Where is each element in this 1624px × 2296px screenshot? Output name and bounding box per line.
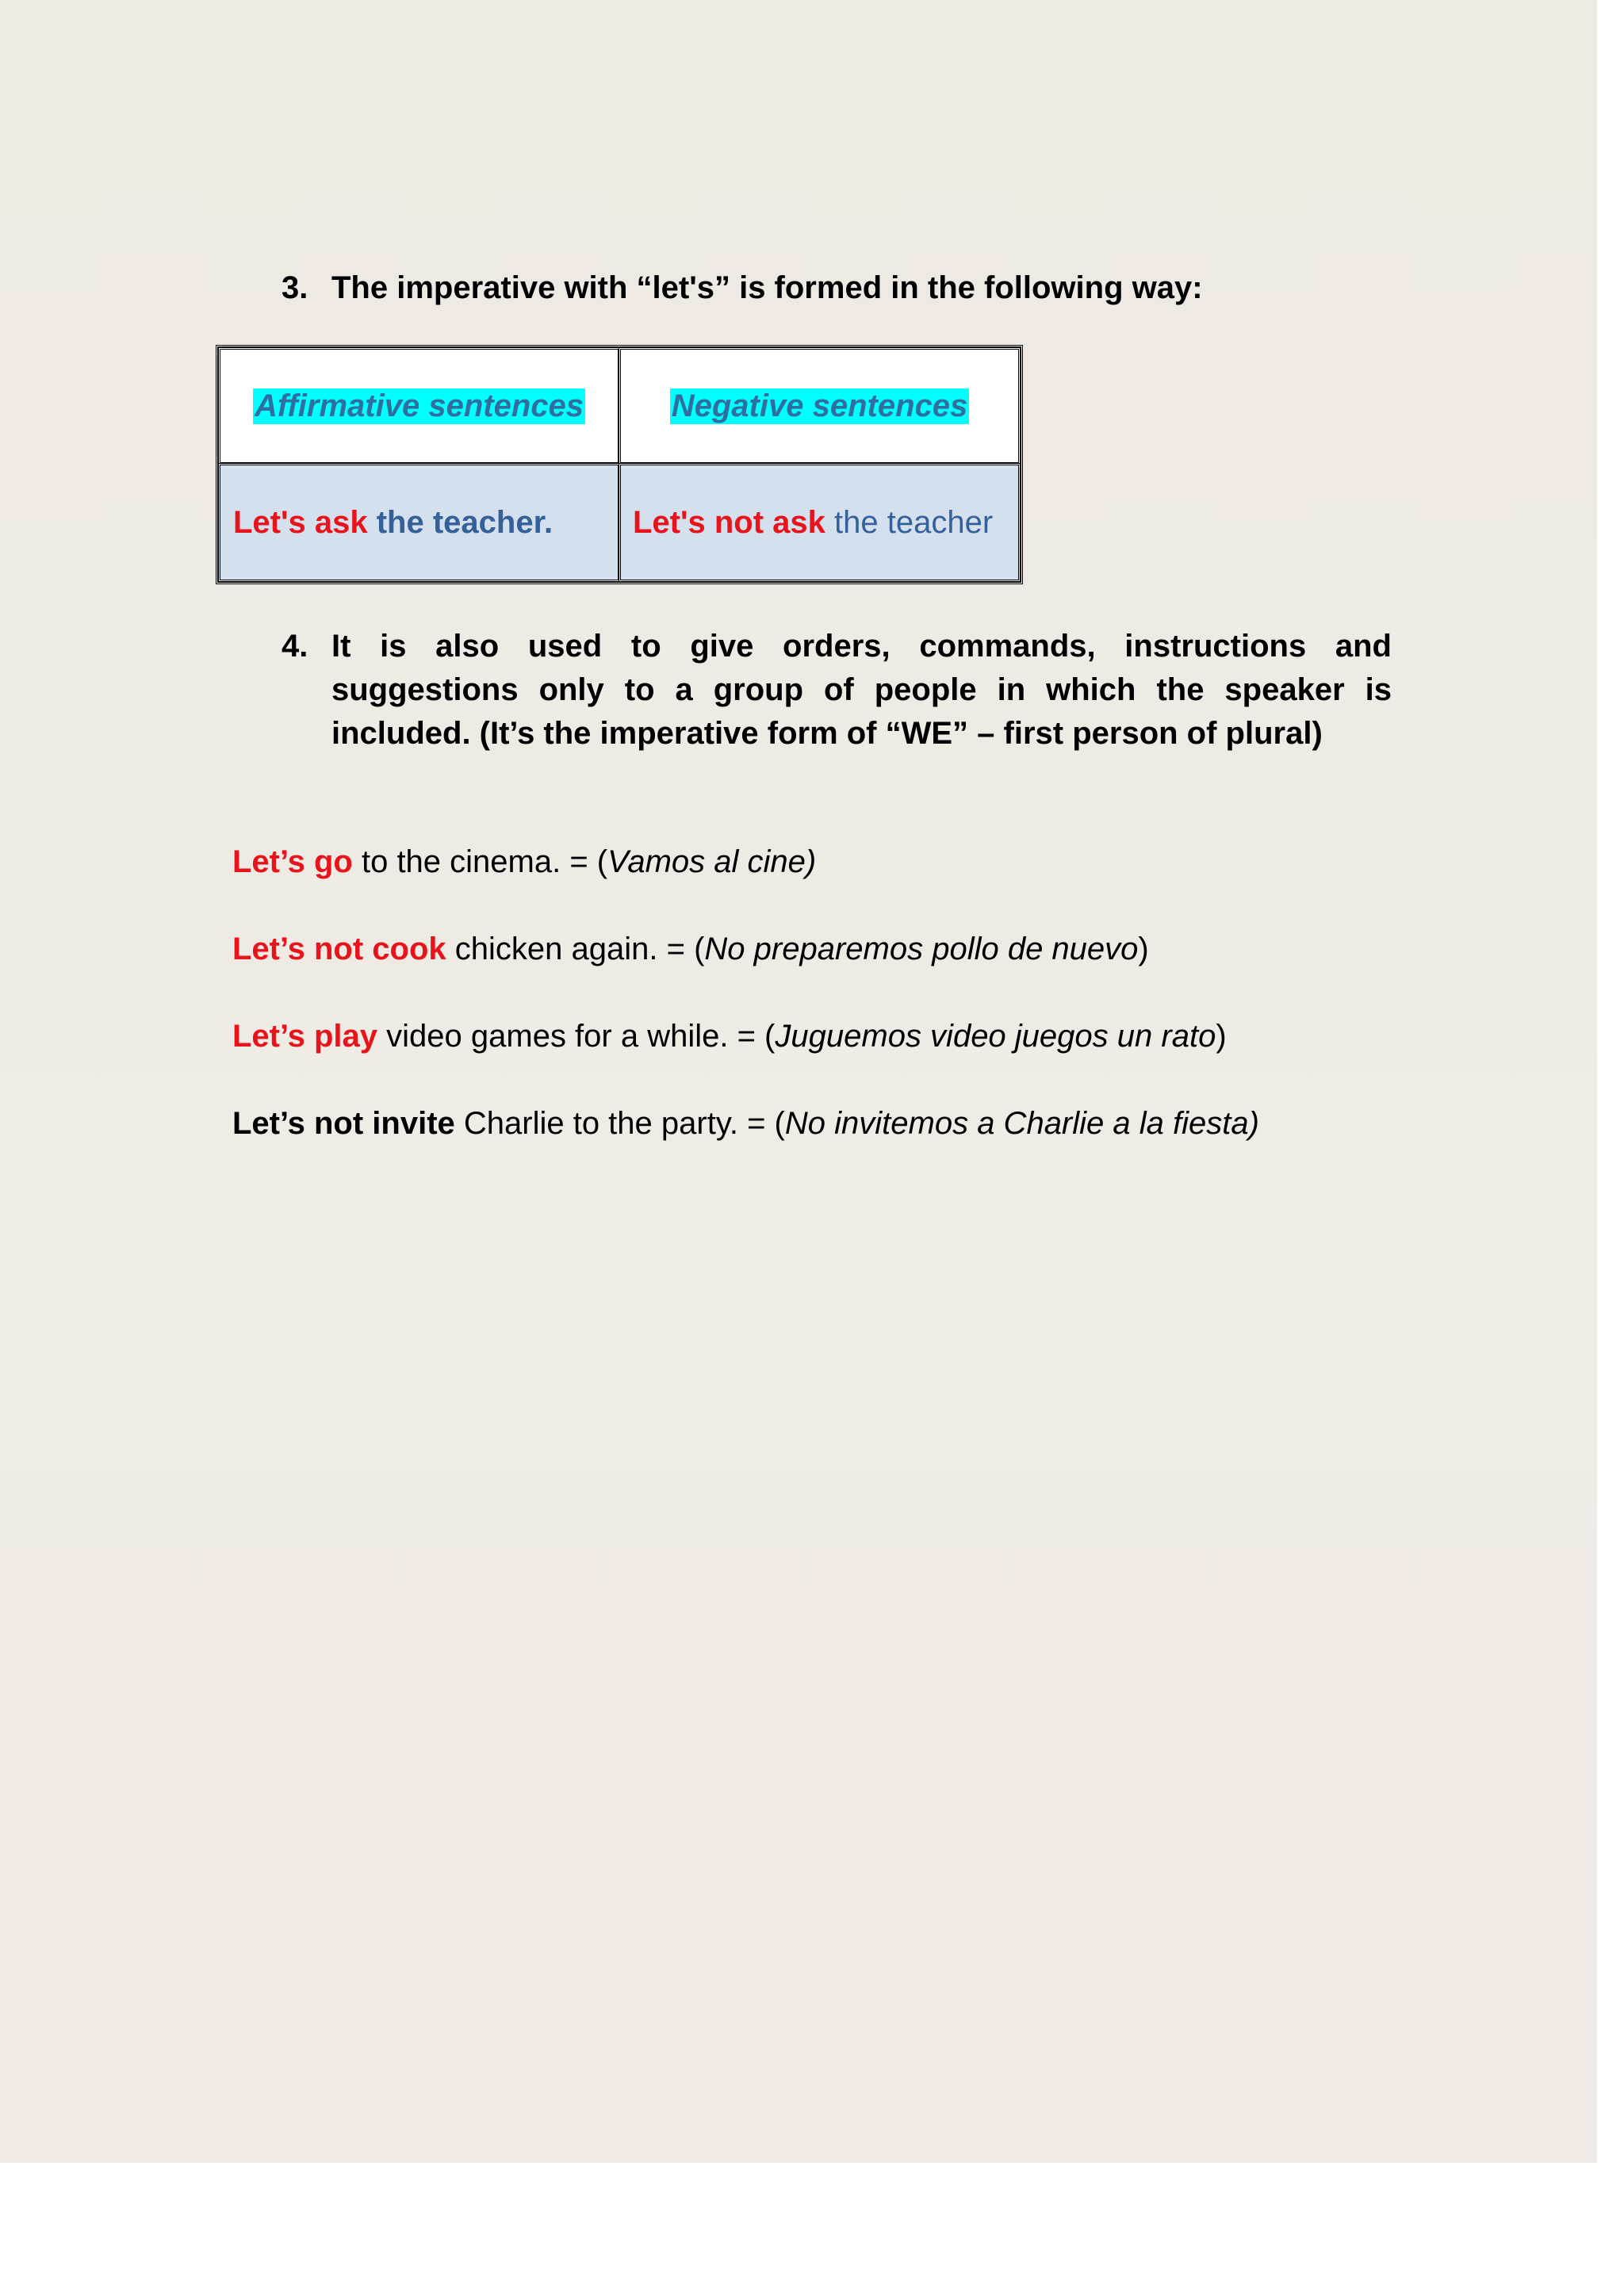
list-number: 3. (282, 270, 308, 305)
point-4-text (331, 625, 1392, 756)
point-3-text: The imperative with “let's” is formed in the following way: (331, 270, 1203, 305)
negative-object: the teacher (834, 504, 994, 540)
point-4-line: suggestions only to a group of people in which the speaker is (331, 672, 1392, 707)
example-sentence (232, 1015, 1227, 1058)
list-number: 4. (282, 629, 308, 664)
example-rest: to the cinema. = ( (352, 844, 608, 879)
example-sentence (232, 1102, 1259, 1146)
example-translation: Juguemos video juegos un rato (775, 1019, 1216, 1054)
example-rest: chicken again. = ( (446, 932, 705, 966)
example-translation: Vamos al cine) (607, 844, 817, 879)
table-header-negative (619, 347, 1021, 465)
example-sentence (232, 840, 816, 884)
example-lead: Let’s go (232, 844, 353, 879)
example-rest: Charlie to the party. = ( (454, 1106, 785, 1141)
table-cell-negative-example (619, 463, 1021, 582)
example-tail: ) (1216, 1019, 1227, 1054)
table-header-affirmative (218, 347, 620, 465)
negative-header-label: Negative sentences (671, 388, 968, 423)
example-lead: Let’s play (232, 1019, 378, 1054)
example-translation: No invitemos a Charlie a la fiesta) (784, 1106, 1259, 1141)
example-rest: video games for a while. = ( (377, 1019, 776, 1054)
example-lead: Let’s not invite (232, 1106, 455, 1141)
affirmative-header-label: Affirmative sentences (255, 388, 584, 423)
table-cell-affirmative-example (218, 463, 620, 582)
example-lead: Let’s not cook (232, 932, 446, 966)
affirmative-verb: Let's ask (233, 504, 368, 540)
point-4-line: It is also used to give orders, commands, instructions and (331, 629, 1392, 664)
lets-imperative-table (216, 345, 1023, 584)
point-4-line: included. (It’s the imperative form of “WE” – first person of plural) (331, 716, 1323, 751)
affirmative-object: the teacher. (376, 504, 553, 540)
negative-verb: Let's not ask (633, 504, 825, 540)
example-tail: ) (1138, 932, 1149, 966)
example-sentence (232, 928, 1149, 971)
example-translation: No preparemos pollo de nuevo (704, 932, 1139, 966)
